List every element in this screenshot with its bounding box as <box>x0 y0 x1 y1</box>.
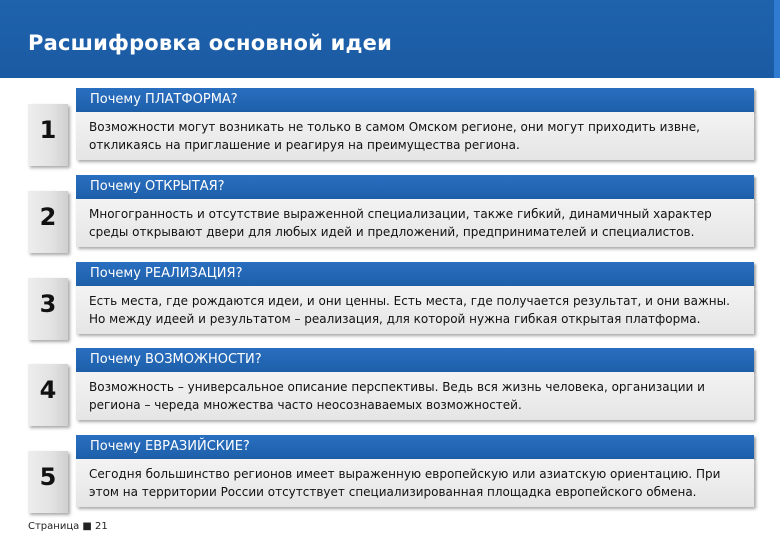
question-bar <box>76 88 754 112</box>
answer-text: Есть места, где рождаются идеи, и они ценны. Есть места, где получается результат, и они важны. Но между идеей и результатом – реализация, для которой нужна гибкая открытая платформа. <box>89 294 730 326</box>
question-bar <box>76 435 754 459</box>
question-text: Почему РЕАЛИЗАЦИЯ? <box>90 266 243 281</box>
item-number-box <box>28 278 68 340</box>
item-number-box <box>28 364 68 426</box>
slide-header <box>0 0 780 78</box>
answer-box <box>76 286 754 334</box>
answer-text: Многогранность и отсутствие выраженной специализации, также гибкий, динамичный характер среды открывают двери для любых идей и предложений, предпринимателей и специалистов. <box>89 207 712 239</box>
answer-box <box>76 372 754 420</box>
answer-box <box>76 112 754 160</box>
item-row-3 <box>0 262 780 342</box>
slide-title: Расшифровка основной идеи <box>28 31 393 55</box>
item-row-2 <box>0 175 780 255</box>
question-bar <box>76 262 754 286</box>
question-text: Почему ОТКРЫТАЯ? <box>90 179 225 194</box>
answer-box <box>76 459 754 507</box>
item-number: 3 <box>39 290 57 318</box>
item-row-1 <box>0 88 780 168</box>
item-number: 2 <box>39 203 57 231</box>
item-row-5 <box>0 435 780 515</box>
item-row-4 <box>0 348 780 428</box>
item-number: 4 <box>39 376 57 404</box>
answer-text: Сегодня большинство регионов имеет выраженную европейскую или азиатскую ориентацию. При этом на территории России отсутствует специализированная площадка европейского обмена. <box>89 467 721 499</box>
item-number: 5 <box>39 463 57 491</box>
question-bar <box>76 348 754 372</box>
header-edge-accent <box>774 0 780 78</box>
item-number-box <box>28 451 68 513</box>
answer-text: Возможность – универсальное описание перспективы. Ведь вся жизнь человека, организации и региона – череда множества часто неосознаваемых возможностей. <box>89 380 705 412</box>
question-text: Почему ВОЗМОЖНОСТИ? <box>90 352 262 367</box>
item-number-box <box>28 191 68 253</box>
question-text: Почему ЕВРАЗИЙСКИЕ? <box>90 439 250 454</box>
answer-text: Возможности могут возникать не только в самом Омском регионе, они могут приходить извне, откликаясь на приглашение и реагируя на преимущества региона. <box>89 120 700 152</box>
question-bar <box>76 175 754 199</box>
question-text: Почему ПЛАТФОРМА? <box>90 92 238 107</box>
answer-box <box>76 199 754 247</box>
item-number: 1 <box>39 116 57 144</box>
page-number: Страница ■ 21 <box>28 521 108 532</box>
item-number-box <box>28 104 68 166</box>
